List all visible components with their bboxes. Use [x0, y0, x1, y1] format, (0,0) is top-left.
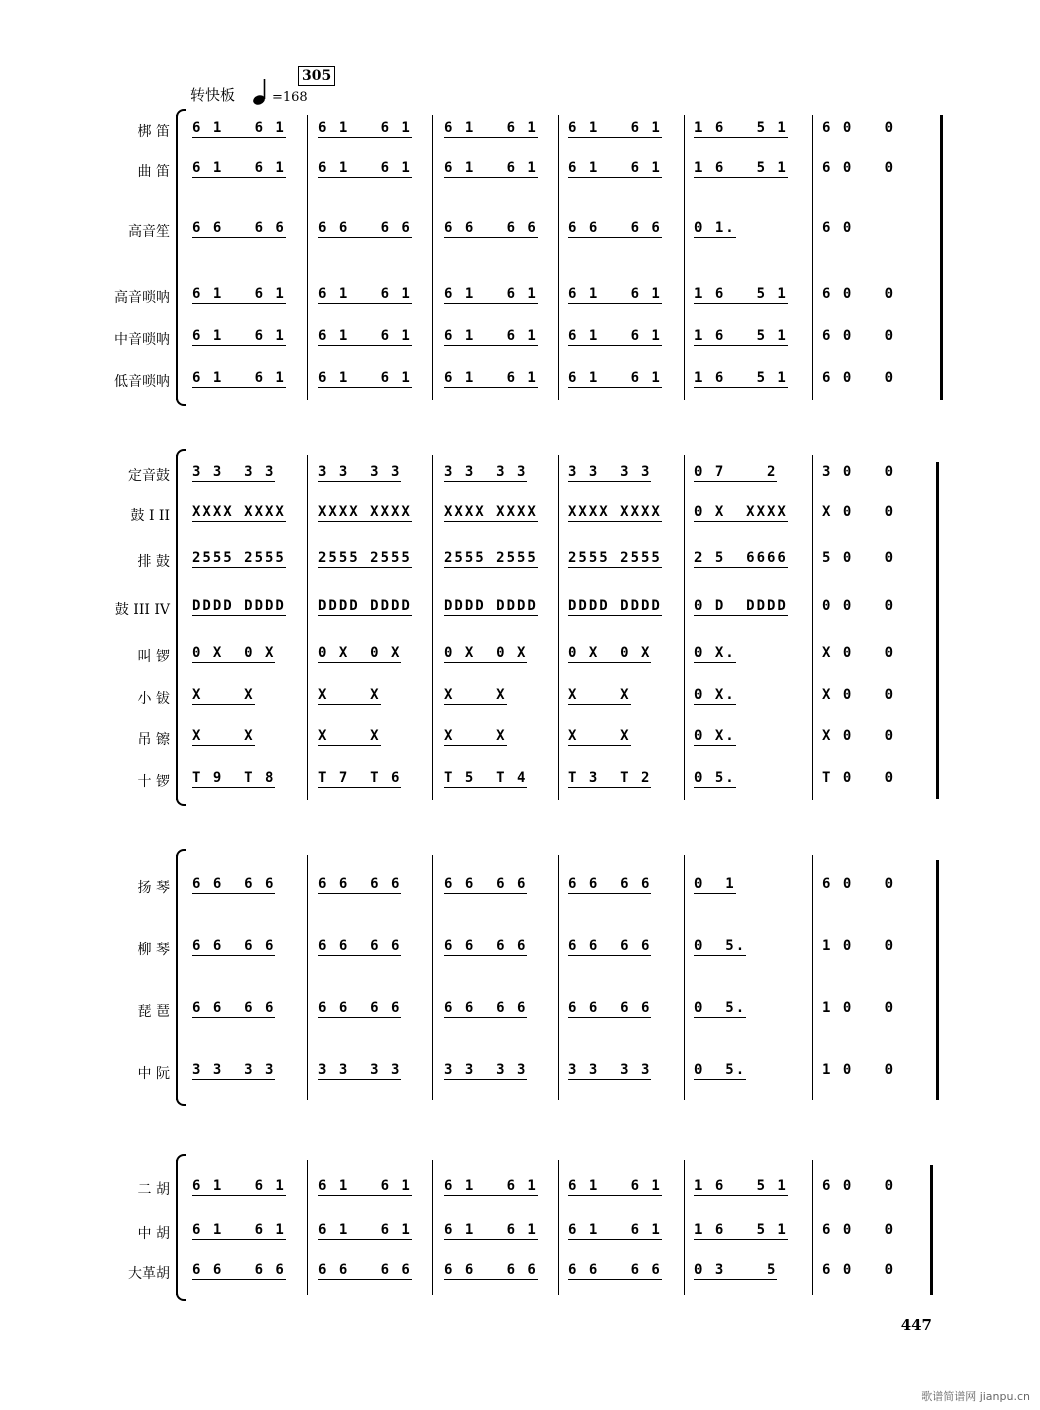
measure-notes: 6 1 6 1 — [568, 370, 662, 386]
quarter-note-icon — [252, 78, 270, 106]
measure-notes: 6 1 6 1 — [192, 1178, 286, 1194]
measure-notes: 3 0 0 — [822, 464, 896, 480]
measure-notes: 6 6 6 6 — [192, 1000, 276, 1016]
measure-notes: 1 6 5 1 — [694, 370, 788, 386]
barline — [812, 455, 813, 800]
measure-notes: 6 6 6 6 — [318, 1262, 412, 1278]
measure-notes: 1 6 5 1 — [694, 286, 788, 302]
measure-notes: 0 5. — [694, 770, 736, 786]
measure-notes: 6 1 6 1 — [318, 160, 412, 176]
measure-notes: 3 3 3 3 — [318, 464, 402, 480]
measure-notes: 6 1 6 1 — [444, 370, 538, 386]
staff-bracket — [176, 1160, 178, 1295]
instrument-label: 二 胡 — [137, 1182, 170, 1198]
barline — [812, 1160, 813, 1295]
barline — [432, 115, 433, 400]
barline — [558, 115, 559, 400]
instrument-label: 十 锣 — [137, 774, 170, 790]
barline — [307, 115, 308, 400]
instrument-label: 扬 琴 — [137, 880, 170, 896]
measure-notes: 6 1 6 1 — [318, 328, 412, 344]
measure-notes: 6 6 6 6 — [318, 1000, 402, 1016]
final-barline-percussion — [936, 462, 939, 799]
instrument-label: 中 胡 — [137, 1226, 170, 1242]
measure-notes: 6 1 6 1 — [192, 370, 286, 386]
measure-notes: 0 X 0 X — [192, 645, 276, 661]
barline — [684, 115, 685, 400]
instrument-label: 高音唢呐 — [114, 290, 170, 306]
measure-notes: 6 1 6 1 — [568, 160, 662, 176]
tempo-marking: 转快板 — [190, 86, 236, 104]
measure-notes: 6 6 6 6 — [192, 938, 276, 954]
measure-notes: DDDD DDDD — [192, 598, 286, 614]
measure-notes: 1 6 5 1 — [694, 328, 788, 344]
measure-notes: 2555 2555 — [318, 550, 412, 566]
rehearsal-mark: 305 — [298, 66, 335, 86]
measure-notes: 3 3 3 3 — [192, 464, 276, 480]
watermark: 歌谱简谱网 jianpu.cn — [921, 1390, 1030, 1403]
measure-notes: XXXX XXXX — [192, 504, 286, 520]
measure-notes: T 5 T 4 — [444, 770, 528, 786]
instrument-label: 鼓 III IV — [114, 602, 170, 618]
measure-notes: T 7 T 6 — [318, 770, 402, 786]
barline — [558, 455, 559, 800]
barline — [558, 855, 559, 1100]
measure-notes: 6 1 6 1 — [444, 120, 538, 136]
measure-notes: X X — [444, 687, 507, 703]
barline — [812, 855, 813, 1100]
final-barline-plucked — [936, 860, 939, 1100]
measure-notes: 0 X 0 X — [568, 645, 652, 661]
measure-notes: T 0 0 — [822, 770, 896, 786]
measure-notes: 6 6 6 6 — [318, 876, 402, 892]
measure-notes: 0 X. — [694, 687, 736, 703]
measure-notes: XXXX XXXX — [444, 504, 538, 520]
measure-notes: 6 1 6 1 — [444, 286, 538, 302]
measure-notes: 6 6 6 6 — [444, 220, 538, 236]
measure-notes: 0 1. — [694, 220, 736, 236]
measure-notes: 6 6 6 6 — [444, 876, 528, 892]
measure-notes: 6 1 6 1 — [568, 286, 662, 302]
staff-bracket — [176, 115, 178, 400]
measure-notes: 2555 2555 — [568, 550, 662, 566]
measure-notes: 6 1 6 1 — [444, 328, 538, 344]
measure-notes: X 0 0 — [822, 504, 896, 520]
barline — [432, 455, 433, 800]
measure-notes: DDDD DDDD — [444, 598, 538, 614]
measure-notes: 6 0 0 — [822, 120, 896, 136]
measure-notes: 1 6 5 1 — [694, 120, 788, 136]
barline — [432, 855, 433, 1100]
measure-notes: 1 6 5 1 — [694, 1222, 788, 1238]
barline — [684, 1160, 685, 1295]
instrument-label: 定音鼓 — [128, 468, 170, 484]
measure-notes: 6 0 0 — [822, 286, 896, 302]
measure-notes: 6 0 0 — [822, 160, 896, 176]
measure-notes: 3 3 3 3 — [444, 1062, 528, 1078]
measure-notes: 6 0 0 — [822, 1222, 896, 1238]
measure-notes: 0 7 2 — [694, 464, 778, 480]
measure-notes: X X — [568, 687, 631, 703]
staff-bracket — [176, 855, 178, 1100]
measure-notes: 3 3 3 3 — [568, 464, 652, 480]
measure-notes: 0 3 5 — [694, 1262, 778, 1278]
measure-notes: 3 3 3 3 — [444, 464, 528, 480]
instrument-label: 大革胡 — [128, 1266, 170, 1282]
measure-notes: X X — [444, 728, 507, 744]
measure-notes: 2555 2555 — [192, 550, 286, 566]
measure-notes: 6 6 6 6 — [318, 220, 412, 236]
page-number: 447 — [900, 1316, 932, 1334]
measure-notes: 6 6 6 6 — [318, 938, 402, 954]
measure-notes: 0 5. — [694, 1062, 747, 1078]
instrument-label: 曲 笛 — [137, 164, 170, 180]
measure-notes: 6 1 6 1 — [318, 1178, 412, 1194]
measure-notes: 1 0 0 — [822, 1000, 896, 1016]
measure-notes: 6 6 6 6 — [568, 1262, 662, 1278]
measure-notes: T 9 T 8 — [192, 770, 276, 786]
measure-notes: 6 6 6 6 — [568, 876, 652, 892]
measure-notes: X X — [192, 687, 255, 703]
measure-notes: 0 X. — [694, 645, 736, 661]
instrument-label: 梆 笛 — [137, 124, 170, 140]
staff-bracket — [176, 455, 178, 800]
measure-notes: 0 0 0 — [822, 598, 896, 614]
measure-notes: 6 6 6 6 — [444, 1262, 538, 1278]
measure-notes: 3 3 3 3 — [192, 1062, 276, 1078]
measure-notes: 6 1 6 1 — [318, 1222, 412, 1238]
barline — [307, 855, 308, 1100]
measure-notes: X 0 0 — [822, 687, 896, 703]
measure-notes: 1 6 5 1 — [694, 160, 788, 176]
measure-notes: 1 0 0 — [822, 1062, 896, 1078]
measure-notes: 6 1 6 1 — [568, 120, 662, 136]
instrument-label: 叫 锣 — [137, 649, 170, 665]
measure-notes: 6 1 6 1 — [568, 1222, 662, 1238]
measure-notes: 6 1 6 1 — [444, 1178, 538, 1194]
instrument-label: 小 钹 — [137, 691, 170, 707]
measure-notes: 6 1 6 1 — [568, 1178, 662, 1194]
barline — [307, 455, 308, 800]
measure-notes: X 0 0 — [822, 728, 896, 744]
barline — [307, 1160, 308, 1295]
instrument-label: 中 阮 — [137, 1066, 170, 1082]
measure-notes: 6 0 0 — [822, 1178, 896, 1194]
measure-notes: 2555 2555 — [444, 550, 538, 566]
measure-notes: 3 3 3 3 — [318, 1062, 402, 1078]
measure-notes: X X — [192, 728, 255, 744]
measure-notes: 6 6 6 6 — [192, 1262, 286, 1278]
measure-notes: 6 6 6 6 — [192, 876, 276, 892]
barline — [558, 1160, 559, 1295]
measure-notes: X X — [318, 728, 381, 744]
measure-notes: 6 1 6 1 — [568, 328, 662, 344]
barline — [684, 855, 685, 1100]
measure-notes: 6 6 6 6 — [192, 220, 286, 236]
measure-notes: 6 1 6 1 — [192, 1222, 286, 1238]
measure-notes: 6 6 6 6 — [444, 1000, 528, 1016]
measure-notes: 0 X. — [694, 728, 736, 744]
instrument-label: 琵 琶 — [137, 1004, 170, 1020]
measure-notes: 6 0 0 — [822, 370, 896, 386]
measure-notes: 5 0 0 — [822, 550, 896, 566]
measure-notes: 6 1 6 1 — [192, 286, 286, 302]
bpm-value: =168 — [272, 90, 308, 105]
measure-notes: 6 0 0 — [822, 328, 896, 344]
barline — [684, 455, 685, 800]
measure-notes: 6 6 6 6 — [444, 938, 528, 954]
measure-notes: 1 6 5 1 — [694, 1178, 788, 1194]
measure-notes: 6 0 — [822, 220, 854, 236]
measure-notes: DDDD DDDD — [568, 598, 662, 614]
instrument-label: 高音笙 — [128, 224, 170, 240]
measure-notes: X X — [568, 728, 631, 744]
measure-notes: 0 5. — [694, 938, 747, 954]
barline — [432, 1160, 433, 1295]
measure-notes: 6 1 6 1 — [192, 160, 286, 176]
measure-notes: 6 1 6 1 — [318, 286, 412, 302]
instrument-label: 中音唢呐 — [114, 332, 170, 348]
measure-notes: 6 1 6 1 — [444, 1222, 538, 1238]
measure-notes: 3 3 3 3 — [568, 1062, 652, 1078]
instrument-label: 低音唢呐 — [114, 374, 170, 390]
measure-notes: T 3 T 2 — [568, 770, 652, 786]
measure-notes: 6 1 6 1 — [318, 120, 412, 136]
measure-notes: 0 5. — [694, 1000, 747, 1016]
measure-notes: 0 X 0 X — [444, 645, 528, 661]
instrument-label: 鼓 I II — [130, 508, 170, 524]
measure-notes: 0 D DDDD — [694, 598, 788, 614]
final-barline-winds — [940, 115, 943, 400]
measure-notes: 6 1 6 1 — [192, 328, 286, 344]
measure-notes: X 0 0 — [822, 645, 896, 661]
final-barline-bowed — [930, 1165, 933, 1295]
measure-notes: 0 X 0 X — [318, 645, 402, 661]
instrument-label: 柳 琴 — [137, 942, 170, 958]
measure-notes: 0 X XXXX — [694, 504, 788, 520]
measure-notes: 6 0 0 — [822, 1262, 896, 1278]
instrument-label: 吊 镲 — [137, 732, 170, 748]
measure-notes: XXXX XXXX — [318, 504, 412, 520]
measure-notes: 6 1 6 1 — [318, 370, 412, 386]
measure-notes: 6 6 6 6 — [568, 1000, 652, 1016]
measure-notes: 6 6 6 6 — [568, 938, 652, 954]
measure-notes: 6 1 6 1 — [192, 120, 286, 136]
measure-notes: 1 0 0 — [822, 938, 896, 954]
measure-notes: XXXX XXXX — [568, 504, 662, 520]
measure-notes: 6 0 0 — [822, 876, 896, 892]
barline — [812, 115, 813, 400]
instrument-label: 排 鼓 — [137, 554, 170, 570]
measure-notes: DDDD DDDD — [318, 598, 412, 614]
measure-notes: 6 6 6 6 — [568, 220, 662, 236]
measure-notes: 0 1 — [694, 876, 736, 892]
measure-notes: 6 1 6 1 — [444, 160, 538, 176]
measure-notes: X X — [318, 687, 381, 703]
measure-notes: 2 5 6666 — [694, 550, 788, 566]
